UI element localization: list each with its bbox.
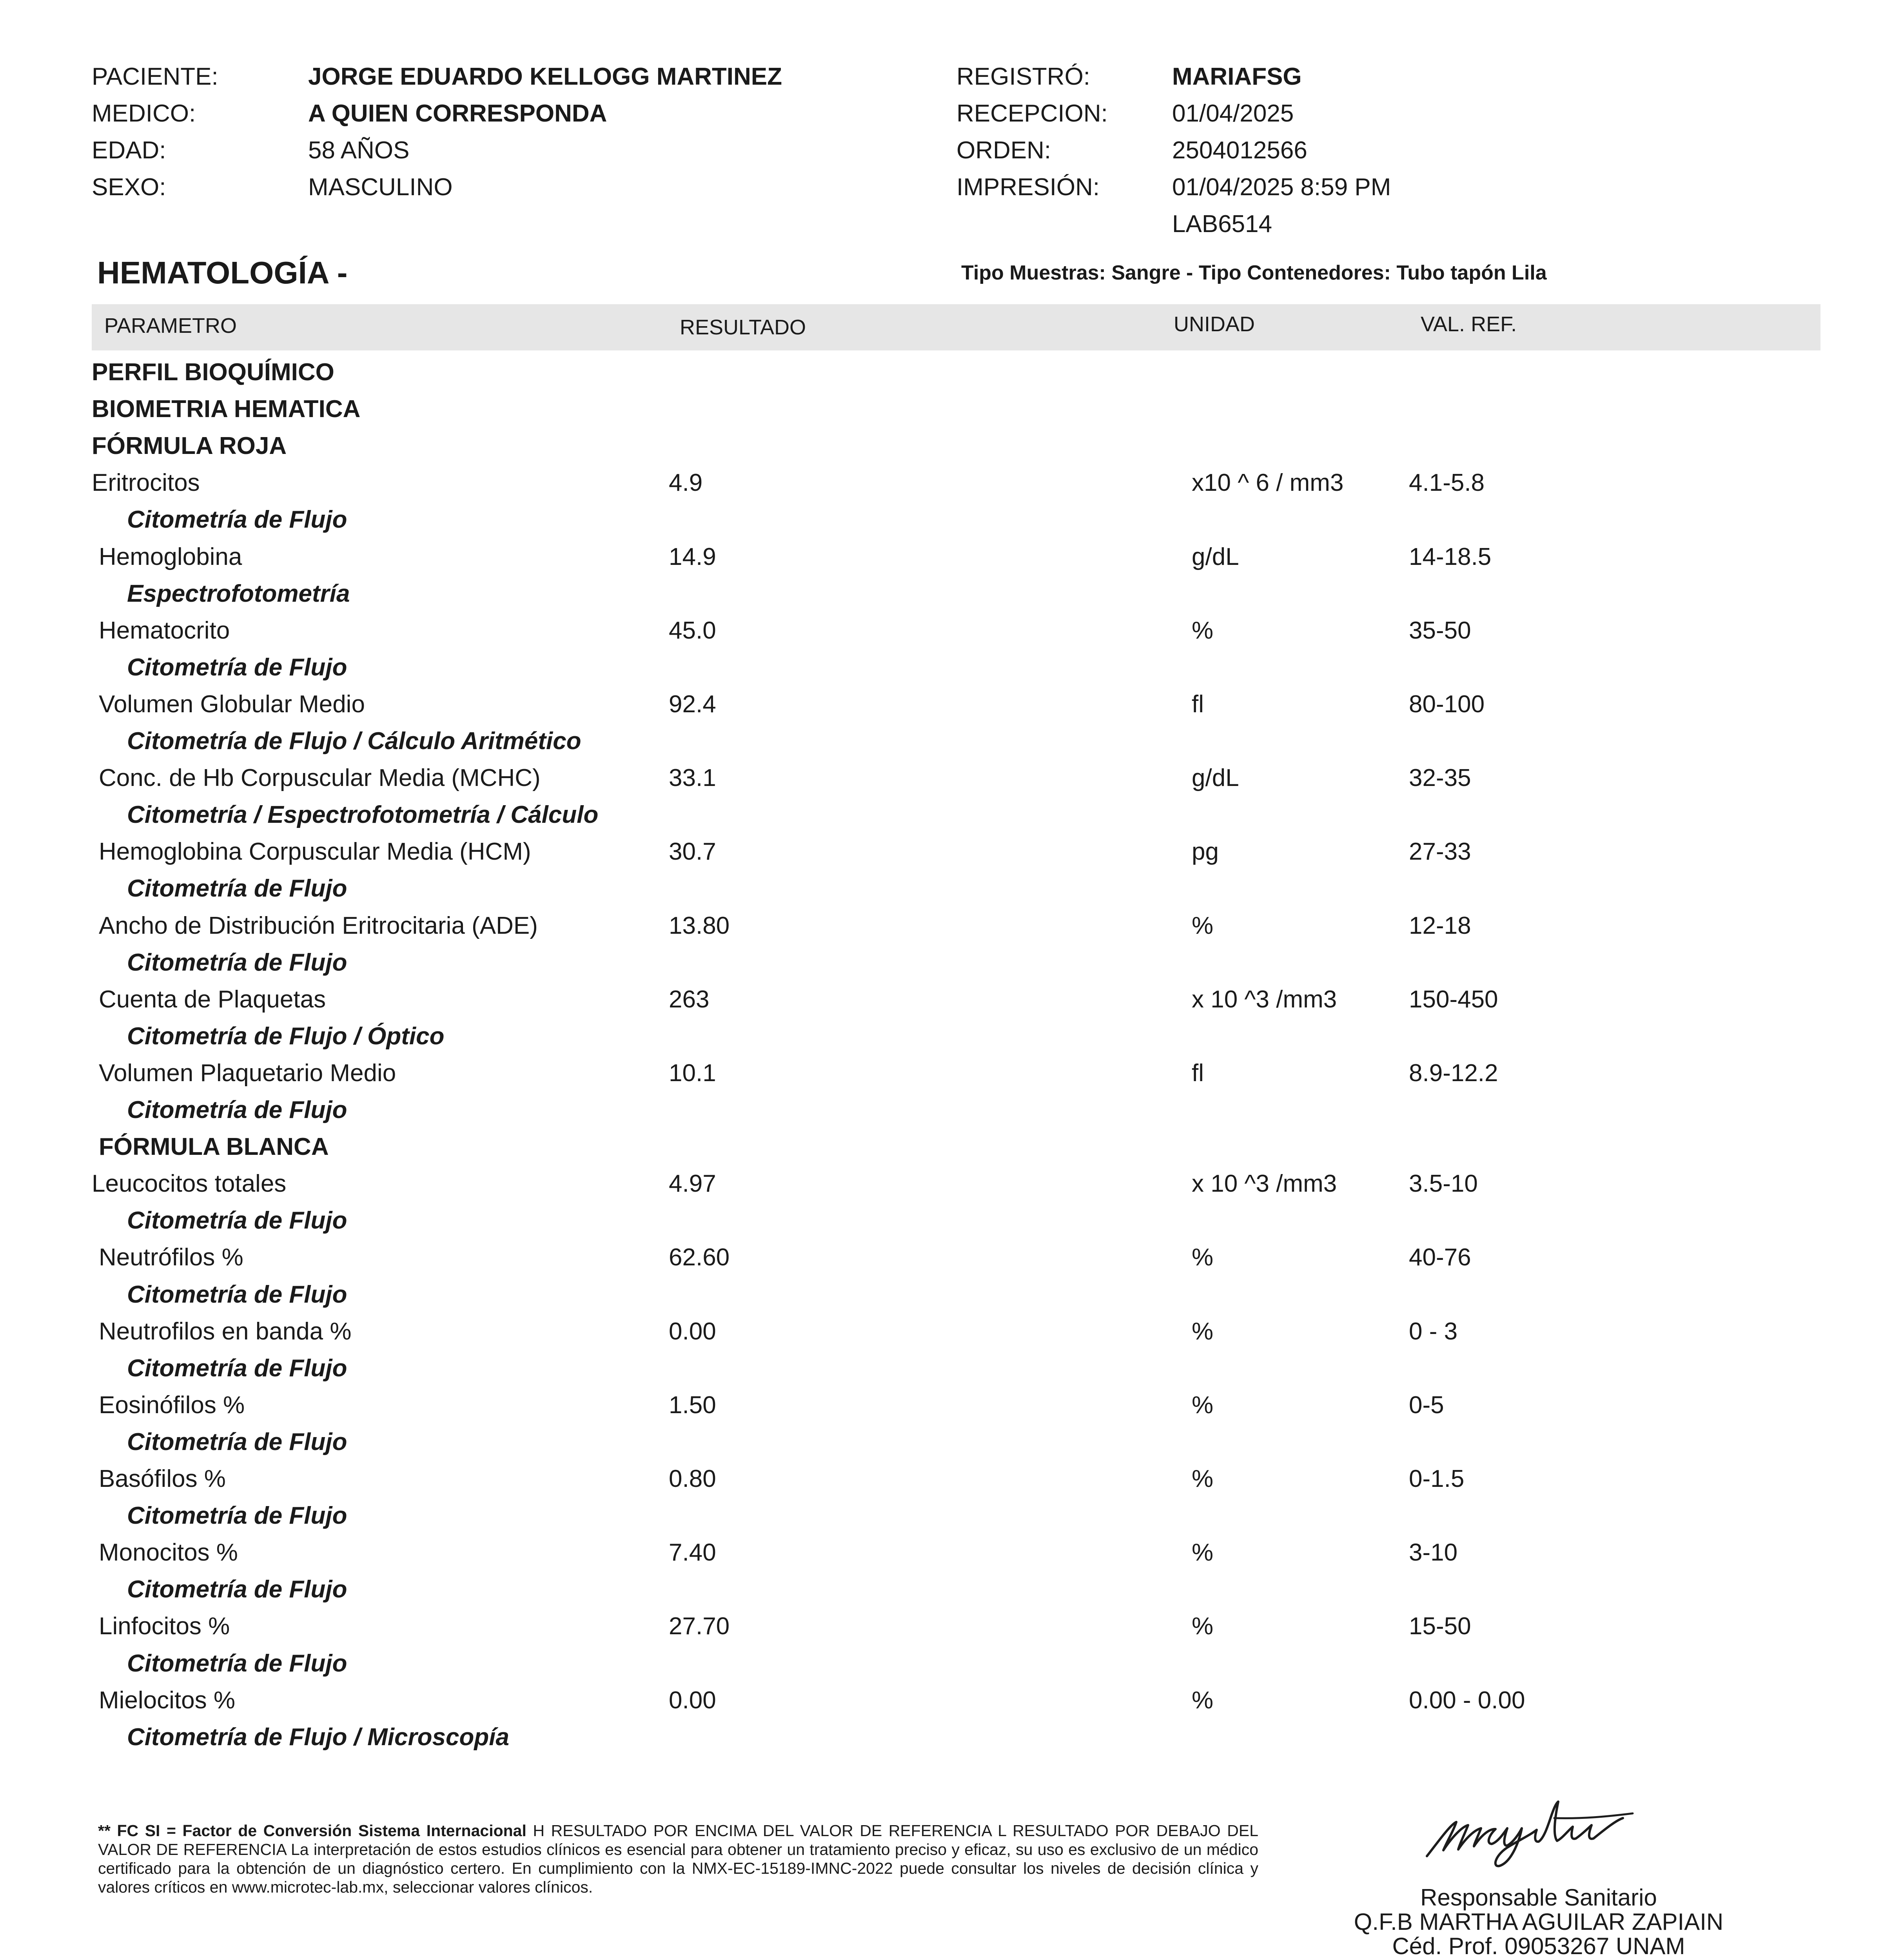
table-row (0, 1170, 1893, 1207)
method-row (0, 1650, 1893, 1686)
result-value: 0.00 (669, 1318, 716, 1345)
right-label: REGISTRÓ: (956, 63, 1091, 90)
result-value: 4.9 (669, 469, 703, 496)
parameter-name: Volumen Plaquetario Medio (99, 1060, 396, 1087)
method-row (0, 1022, 1893, 1059)
responsable-name: Q.F.B MARTHA AGUILAR ZAPIAIN (1354, 1909, 1724, 1935)
unit-value: x 10 ^3 /mm3 (1192, 1170, 1337, 1197)
result-value: 13.80 (669, 912, 730, 939)
footnote-bold: ** FC SI = Factor de Conversión Sistema Internacional (98, 1822, 526, 1840)
right-label: RECEPCION: (956, 100, 1108, 127)
reference-range: 0-1.5 (1409, 1465, 1465, 1492)
sample-info: Tipo Muestras: Sangre - Tipo Contenedores: Tubo tapón Lila (961, 261, 1547, 284)
right-value: MARIAFSG (1172, 63, 1302, 90)
method-label: Citometría de Flujo (127, 875, 347, 902)
group-header-row (0, 1133, 1893, 1170)
method-label: Citometría de Flujo (127, 1096, 347, 1123)
reference-range: 35-50 (1409, 617, 1471, 644)
table-row (0, 912, 1893, 949)
method-row (0, 949, 1893, 985)
reference-range: 27-33 (1409, 838, 1471, 865)
right-value: 01/04/2025 8:59 PM (1172, 174, 1391, 201)
left-label: SEXO: (92, 174, 166, 201)
reference-range: 4.1-5.8 (1409, 469, 1485, 496)
unit-value: % (1192, 1613, 1214, 1640)
unit-value: x 10 ^3 /mm3 (1192, 986, 1337, 1013)
column-header-resultado: RESULTADO (680, 316, 806, 339)
group-label: PERFIL BIOQUÍMICO (92, 359, 334, 386)
method-row (0, 1502, 1893, 1539)
parameter-name: Cuenta de Plaquetas (99, 986, 326, 1013)
method-row (0, 1723, 1893, 1760)
left-value: A QUIEN CORRESPONDA (308, 100, 607, 127)
right-value: 01/04/2025 (1172, 100, 1294, 127)
unit-value: g/dL (1192, 543, 1239, 570)
responsable-cedula: Céd. Prof. 09053267 UNAM (1392, 1933, 1685, 1959)
unit-value: % (1192, 617, 1214, 644)
unit-value: % (1192, 1539, 1214, 1566)
right-label: IMPRESIÓN: (956, 174, 1100, 201)
method-label: Citometría de Flujo (127, 654, 347, 681)
method-row (0, 506, 1893, 543)
signature-image (1419, 1788, 1639, 1874)
reference-range: 0 - 3 (1409, 1318, 1458, 1345)
left-value: JORGE EDUARDO KELLOGG MARTINEZ (308, 63, 782, 90)
method-row (0, 580, 1893, 617)
parameter-name: Mielocitos % (99, 1687, 235, 1714)
table-row (0, 469, 1893, 506)
parameter-name: Neutrófilos % (99, 1244, 243, 1271)
table-row (0, 690, 1893, 727)
method-row (0, 1281, 1893, 1318)
parameter-name: Monocitos % (99, 1539, 238, 1566)
unit-value: % (1192, 1244, 1214, 1271)
method-label: Citometría de Flujo (127, 1281, 347, 1308)
table-row (0, 617, 1893, 653)
reference-range: 150-450 (1409, 986, 1498, 1013)
footnote (98, 1821, 1258, 1896)
column-header-bar (92, 304, 1820, 350)
method-row (0, 1096, 1893, 1133)
result-value: 4.97 (669, 1170, 716, 1197)
table-row (0, 1391, 1893, 1428)
method-label: Citometría de Flujo (127, 506, 347, 533)
parameter-name: Eosinófilos % (99, 1392, 245, 1419)
method-row (0, 1354, 1893, 1391)
reference-range: 3-10 (1409, 1539, 1458, 1566)
method-label: Citometría de Flujo (127, 1355, 347, 1382)
column-header-parametro: PARAMETRO (104, 314, 237, 338)
group-header-row (0, 432, 1893, 469)
result-value: 7.40 (669, 1539, 716, 1566)
reference-range: 15-50 (1409, 1613, 1471, 1640)
method-row (0, 653, 1893, 690)
method-label: Citometría de Flujo / Óptico (127, 1023, 445, 1050)
table-row (0, 1318, 1893, 1354)
table-row (0, 1612, 1893, 1649)
unit-value: fl (1192, 691, 1204, 718)
reference-range: 40-76 (1409, 1244, 1471, 1271)
responsable-title: Responsable Sanitario (1420, 1884, 1657, 1911)
left-label: MEDICO: (92, 100, 196, 127)
table-row (0, 838, 1893, 875)
left-value: MASCULINO (308, 174, 453, 201)
parameter-name: Eritrocitos (92, 469, 200, 496)
method-label: Citometría / Espectrofotometría / Cálculo (127, 801, 599, 828)
reference-range: 14-18.5 (1409, 543, 1492, 570)
parameter-name: Volumen Globular Medio (99, 691, 365, 718)
reference-range: 32-35 (1409, 764, 1471, 791)
method-row (0, 801, 1893, 838)
result-value: 1.50 (669, 1392, 716, 1419)
method-label: Citometría de Flujo (127, 1650, 347, 1677)
method-label: Citometría de Flujo / Cálculo Aritmético (127, 728, 581, 755)
left-label: EDAD: (92, 137, 166, 164)
method-label: Citometría de Flujo (127, 949, 347, 976)
result-value: 27.70 (669, 1613, 730, 1640)
reference-range: 12-18 (1409, 912, 1471, 939)
result-value: 263 (669, 986, 710, 1013)
unit-value: % (1192, 1687, 1214, 1714)
reference-range: 80-100 (1409, 691, 1485, 718)
result-value: 30.7 (669, 838, 716, 865)
parameter-name: Neutrofilos en banda % (99, 1318, 352, 1345)
method-row (0, 727, 1893, 764)
method-label: Espectrofotometría (127, 580, 350, 607)
reference-range: 8.9-12.2 (1409, 1060, 1498, 1087)
left-value: 58 AÑOS (308, 137, 410, 164)
table-row (0, 764, 1893, 801)
result-value: 14.9 (669, 543, 716, 570)
method-label: Citometría de Flujo (127, 1428, 347, 1455)
right-value: 2504012566 (1172, 137, 1307, 164)
table-row (0, 1539, 1893, 1575)
table-row (0, 1243, 1893, 1280)
table-row (0, 1686, 1893, 1723)
method-row (0, 1428, 1893, 1465)
reference-range: 0-5 (1409, 1392, 1444, 1419)
parameter-name: Conc. de Hb Corpuscular Media (MCHC) (99, 764, 541, 791)
method-row (0, 1575, 1893, 1612)
column-header-unidad: UNIDAD (1174, 312, 1255, 336)
parameter-name: Ancho de Distribución Eritrocitaria (ADE) (99, 912, 538, 939)
method-row (0, 1207, 1893, 1243)
parameter-name: Linfocitos % (99, 1613, 230, 1640)
table-row (0, 543, 1893, 580)
parameter-name: Hemoglobina (99, 543, 242, 570)
method-label: Citometría de Flujo (127, 1576, 347, 1603)
unit-value: % (1192, 912, 1214, 939)
result-value: 0.00 (669, 1687, 716, 1714)
method-label: Citometría de Flujo / Microscopía (127, 1724, 509, 1751)
unit-value: % (1192, 1318, 1214, 1345)
reference-range: 3.5-10 (1409, 1170, 1478, 1197)
group-label: FÓRMULA ROJA (92, 432, 287, 459)
result-value: 10.1 (669, 1060, 716, 1087)
section-title: HEMATOLOGÍA - (97, 255, 348, 290)
footnote-text: H RESULTADO POR ENCIMA DEL VALOR DE REFERENCIA L RESULTADO POR DEBAJO DEL VALOR DE REFERENCIA La interpretación de estos estudios clínicos es esencial para obtener un tratamiento preciso y eficaz, su uso es exclusivo de un médico certificado para la obtención de un diagnóstico certero. En cumplimiento con la NMX-EC-15189-IMNC-2022 puede consultar los niveles de decisión clínica y valores críticos en www.microtec-lab.mx, seleccionar valores clínicos. (98, 1822, 1258, 1896)
table-row (0, 985, 1893, 1022)
parameter-name: Hemoglobina Corpuscular Media (HCM) (99, 838, 531, 865)
result-value: 45.0 (669, 617, 716, 644)
result-value: 0.80 (669, 1465, 716, 1492)
unit-value: x10 ^ 6 / mm3 (1192, 469, 1344, 496)
right-value: LAB6514 (1172, 211, 1272, 238)
unit-value: fl (1192, 1060, 1204, 1087)
unit-value: pg (1192, 838, 1219, 865)
method-row (0, 875, 1893, 911)
unit-value: % (1192, 1465, 1214, 1492)
column-header-val-ref: VAL. REF. (1421, 312, 1517, 336)
unit-value: g/dL (1192, 764, 1239, 791)
right-label: ORDEN: (956, 137, 1051, 164)
method-label: Citometría de Flujo (127, 1207, 347, 1234)
method-label: Citometría de Flujo (127, 1502, 347, 1529)
reference-range: 0.00 - 0.00 (1409, 1687, 1525, 1714)
group-label: FÓRMULA BLANCA (99, 1133, 329, 1160)
result-value: 33.1 (669, 764, 716, 791)
parameter-name: Basófilos % (99, 1465, 226, 1492)
table-row (0, 1465, 1893, 1502)
unit-value: % (1192, 1392, 1214, 1419)
group-header-row (0, 395, 1893, 432)
table-row (0, 1059, 1893, 1096)
group-label: BIOMETRIA HEMATICA (92, 396, 361, 423)
left-label: PACIENTE: (92, 63, 218, 90)
result-value: 92.4 (669, 691, 716, 718)
parameter-name: Leucocitos totales (92, 1170, 287, 1197)
parameter-name: Hematocrito (99, 617, 230, 644)
group-header-row (0, 358, 1893, 395)
result-value: 62.60 (669, 1244, 730, 1271)
